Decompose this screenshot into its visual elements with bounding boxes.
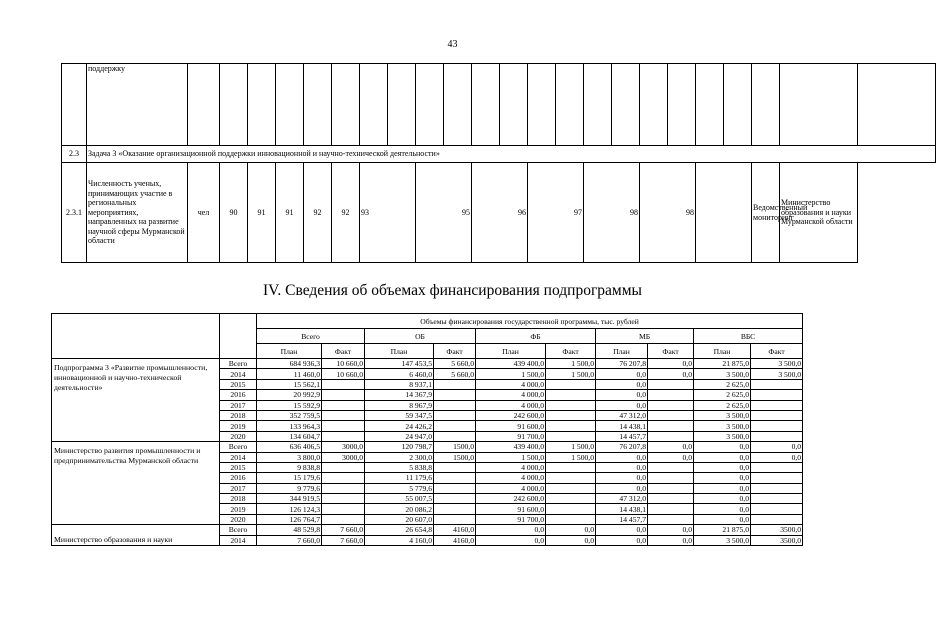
row-number bbox=[62, 64, 87, 146]
value-cell bbox=[546, 473, 596, 483]
value-cell: 126 764,7 bbox=[257, 514, 322, 524]
value-cell: 0,0 bbox=[694, 514, 751, 524]
value: 92 bbox=[304, 163, 332, 263]
value-cell bbox=[546, 514, 596, 524]
value-cell: 21 875,0 bbox=[694, 525, 751, 535]
value-cell: 59 347,5 bbox=[365, 410, 434, 420]
value-cell: 344 919,5 bbox=[257, 494, 322, 504]
value-cell bbox=[751, 514, 803, 524]
value: 98 bbox=[640, 163, 696, 263]
value-cell: 636 406,5 bbox=[257, 442, 322, 452]
value-cell: 91 600,0 bbox=[476, 504, 546, 514]
value-cell: 4 000,0 bbox=[476, 400, 546, 410]
value-cell bbox=[434, 473, 476, 483]
year-cell: Всего bbox=[220, 359, 257, 369]
value-cell: 0,0 bbox=[694, 452, 751, 462]
value-cell: 0,0 bbox=[596, 379, 648, 389]
year-cell: 2020 bbox=[220, 514, 257, 524]
value-cell: 76 207,8 bbox=[596, 359, 648, 369]
value-cell: 4160,0 bbox=[434, 535, 476, 545]
value-cell: 26 654,8 bbox=[365, 525, 434, 535]
value-cell bbox=[434, 379, 476, 389]
year-cell: 2015 bbox=[220, 379, 257, 389]
value-cell bbox=[434, 390, 476, 400]
group-header: МБ bbox=[596, 329, 694, 344]
value-cell bbox=[546, 483, 596, 493]
task-title: Задача 3 «Оказание организационной поддержки инновационной и научно-технической деятельности» bbox=[87, 146, 936, 163]
value-cell: 126 124,3 bbox=[257, 504, 322, 514]
value-cell: 0,0 bbox=[596, 462, 648, 472]
group-header: ВБС bbox=[694, 329, 803, 344]
value-cell bbox=[648, 483, 694, 493]
sub-header: План bbox=[596, 344, 648, 359]
value-cell: 3 800,0 bbox=[257, 452, 322, 462]
value-cell: 0,0 bbox=[751, 442, 803, 452]
value-cell bbox=[648, 421, 694, 431]
year-cell: 2018 bbox=[220, 494, 257, 504]
value-cell bbox=[751, 400, 803, 410]
group-header: ОБ bbox=[365, 329, 476, 344]
sub-header: План bbox=[257, 344, 322, 359]
value-cell bbox=[322, 514, 365, 524]
value-cell bbox=[751, 494, 803, 504]
value-cell: 352 759,5 bbox=[257, 410, 322, 420]
year-cell: 2019 bbox=[220, 504, 257, 514]
value-cell: 76 207,8 bbox=[596, 442, 648, 452]
value-cell: 55 007,5 bbox=[365, 494, 434, 504]
sub-header: План bbox=[365, 344, 434, 359]
value-cell bbox=[322, 431, 365, 441]
value-cell: 0,0 bbox=[648, 452, 694, 462]
value-cell: 3500,0 bbox=[751, 525, 803, 535]
value-cell bbox=[648, 410, 694, 420]
value-cell: 3000,0 bbox=[322, 442, 365, 452]
value-cell: 9 838,8 bbox=[257, 462, 322, 472]
value-cell bbox=[434, 514, 476, 524]
value-cell: 439 400,0 bbox=[476, 442, 546, 452]
value-cell bbox=[546, 390, 596, 400]
value-cell: 15 592,9 bbox=[257, 400, 322, 410]
value-cell: 14 367,9 bbox=[365, 390, 434, 400]
value: 96 bbox=[472, 163, 528, 263]
year-cell: 2017 bbox=[220, 400, 257, 410]
value-cell bbox=[546, 504, 596, 514]
value-cell bbox=[751, 462, 803, 472]
value: 91 bbox=[276, 163, 304, 263]
value-cell: 133 964,3 bbox=[257, 421, 322, 431]
table-row bbox=[52, 525, 803, 535]
value-cell: 4 160,0 bbox=[365, 535, 434, 545]
task-row bbox=[62, 146, 936, 163]
value-cell: 0,0 bbox=[694, 473, 751, 483]
value-cell bbox=[546, 462, 596, 472]
value-cell: 11 460,0 bbox=[257, 369, 322, 379]
value-cell: 91 700,0 bbox=[476, 514, 546, 524]
year-cell: 2017 bbox=[220, 483, 257, 493]
value-cell bbox=[434, 462, 476, 472]
value-cell: 4 000,0 bbox=[476, 473, 546, 483]
value-cell: 14 457,7 bbox=[596, 514, 648, 524]
value-cell: 7 660,0 bbox=[322, 535, 365, 545]
value-cell: 1 500,0 bbox=[546, 442, 596, 452]
value: 95 bbox=[416, 163, 472, 263]
value-cell: 47 312,0 bbox=[596, 494, 648, 504]
sub-header: Факт bbox=[322, 344, 365, 359]
value-cell bbox=[648, 504, 694, 514]
value-cell: 3 500,0 bbox=[694, 535, 751, 545]
value-cell bbox=[751, 431, 803, 441]
value-cell: 0,0 bbox=[648, 359, 694, 369]
value-cell: 4 000,0 bbox=[476, 390, 546, 400]
table-row bbox=[52, 442, 803, 452]
value-cell bbox=[648, 379, 694, 389]
value-cell: 15 179,6 bbox=[257, 473, 322, 483]
program-name: Подпрограмма 3 «Развитие промышленности, инновационной и научно-технической деятельности» bbox=[52, 359, 220, 442]
value: 93 bbox=[360, 163, 416, 263]
value-cell bbox=[322, 410, 365, 420]
value-cell: 24 947,0 bbox=[365, 431, 434, 441]
value-cell: 3 500,0 bbox=[694, 421, 751, 431]
year-cell: 2016 bbox=[220, 390, 257, 400]
value-cell: 4 000,0 bbox=[476, 379, 546, 389]
value-cell bbox=[751, 473, 803, 483]
value-cell bbox=[322, 421, 365, 431]
year-cell: 2014 bbox=[220, 535, 257, 545]
value-cell: 0,0 bbox=[694, 494, 751, 504]
year-cell: 2018 bbox=[220, 410, 257, 420]
data-source: Ведомственный мониторинг bbox=[752, 163, 780, 263]
value-cell: 0,0 bbox=[476, 535, 546, 545]
value-cell bbox=[434, 494, 476, 504]
value-cell: 120 798,7 bbox=[365, 442, 434, 452]
financing-body bbox=[52, 359, 803, 546]
year-cell: 2019 bbox=[220, 421, 257, 431]
value-cell: 4 000,0 bbox=[476, 462, 546, 472]
page-number: 43 bbox=[447, 39, 458, 50]
value-cell bbox=[751, 504, 803, 514]
value-cell: 21 875,0 bbox=[694, 359, 751, 369]
value-cell bbox=[546, 494, 596, 504]
indicator-number: 2.3.1 bbox=[62, 163, 87, 263]
value-cell bbox=[434, 410, 476, 420]
value-cell: 134 604,7 bbox=[257, 431, 322, 441]
value-cell: 5 660,0 bbox=[434, 359, 476, 369]
sub-header: План bbox=[694, 344, 751, 359]
value-cell: 3 500,0 bbox=[751, 369, 803, 379]
program-name: Министерство образования и науки bbox=[52, 525, 220, 546]
value-cell: 91 700,0 bbox=[476, 431, 546, 441]
value-cell: 14 457,7 bbox=[596, 431, 648, 441]
value-cell: 5 838,8 bbox=[365, 462, 434, 472]
value-cell: 15 562,1 bbox=[257, 379, 322, 389]
sub-header: План bbox=[476, 344, 546, 359]
section-title: IV. Сведения об объемах финансирования подпрограммы bbox=[263, 282, 642, 299]
value-cell: 7 660,0 bbox=[257, 535, 322, 545]
value-cell: 10 660,0 bbox=[322, 369, 365, 379]
task-number: 2.3 bbox=[62, 146, 87, 163]
header-main: Объемы финансирования государственной программы, тыс. рублей bbox=[257, 314, 803, 329]
value-cell: 14 438,1 bbox=[596, 504, 648, 514]
value-cell: 1 500,0 bbox=[546, 452, 596, 462]
value-cell bbox=[751, 483, 803, 493]
value-cell bbox=[434, 431, 476, 441]
value-cell: 1 500,0 bbox=[476, 452, 546, 462]
value: 98 bbox=[584, 163, 640, 263]
value-cell bbox=[648, 494, 694, 504]
value-cell bbox=[648, 400, 694, 410]
year-cell: 2014 bbox=[220, 452, 257, 462]
continuation-row bbox=[62, 64, 936, 146]
value-cell: 0,0 bbox=[546, 535, 596, 545]
value-cell: 2 300,0 bbox=[365, 452, 434, 462]
value-cell: 3 500,0 bbox=[694, 410, 751, 420]
value: 97 bbox=[528, 163, 584, 263]
value-cell: 5 779,6 bbox=[365, 483, 434, 493]
value-cell: 0,0 bbox=[694, 504, 751, 514]
value-cell: 684 936,3 bbox=[257, 359, 322, 369]
value-cell bbox=[751, 410, 803, 420]
value-cell: 0,0 bbox=[648, 442, 694, 452]
responsible: Министерство образования и науки Мурманской области bbox=[780, 163, 858, 263]
value-cell bbox=[322, 400, 365, 410]
value-cell: 91 600,0 bbox=[476, 421, 546, 431]
sub-header: Факт bbox=[751, 344, 803, 359]
value-cell: 20 086,2 bbox=[365, 504, 434, 514]
indicator-table bbox=[61, 63, 936, 263]
value-cell: 1500,0 bbox=[434, 442, 476, 452]
value-cell bbox=[322, 379, 365, 389]
value-cell: 2 625,0 bbox=[694, 379, 751, 389]
value-cell: 3500,0 bbox=[751, 535, 803, 545]
indicator-name: Численность ученых, принимающих участие в региональных мероприятиях, направленных на развитие научной сферы Мурманской области bbox=[87, 163, 188, 263]
value-cell: 4 000,0 bbox=[476, 483, 546, 493]
year-cell: 2016 bbox=[220, 473, 257, 483]
value-cell bbox=[322, 462, 365, 472]
value-cell: 1500,0 bbox=[434, 452, 476, 462]
value-cell: 9 779,6 bbox=[257, 483, 322, 493]
indicator-row bbox=[62, 163, 936, 263]
value-cell bbox=[434, 421, 476, 431]
value-cell bbox=[648, 390, 694, 400]
year-cell: 2014 bbox=[220, 369, 257, 379]
value-cell: 147 453,5 bbox=[365, 359, 434, 369]
value-cell: 0,0 bbox=[476, 525, 546, 535]
value-cell: 3 500,0 bbox=[694, 369, 751, 379]
group-header: ФБ bbox=[476, 329, 596, 344]
year-cell: Всего bbox=[220, 525, 257, 535]
value-cell: 7 660,0 bbox=[322, 525, 365, 535]
value-cell: 5 660,0 bbox=[434, 369, 476, 379]
value-cell: 11 179,6 bbox=[365, 473, 434, 483]
value-cell: 47 312,0 bbox=[596, 410, 648, 420]
value-cell: 1 500,0 bbox=[546, 369, 596, 379]
value-cell bbox=[648, 431, 694, 441]
value-cell: 0,0 bbox=[596, 483, 648, 493]
value-cell: 8 937,1 bbox=[365, 379, 434, 389]
sub-header: Факт bbox=[546, 344, 596, 359]
value-cell: 0,0 bbox=[751, 452, 803, 462]
value-cell: 3000,0 bbox=[322, 452, 365, 462]
value-cell: 0,0 bbox=[546, 525, 596, 535]
header-row-1 bbox=[52, 314, 803, 329]
value-cell: 0,0 bbox=[596, 452, 648, 462]
value-cell: 1 500,0 bbox=[476, 369, 546, 379]
value-cell: 0,0 bbox=[648, 535, 694, 545]
value-cell: 0,0 bbox=[648, 525, 694, 535]
table-row bbox=[52, 359, 803, 369]
value-cell: 48 529,8 bbox=[257, 525, 322, 535]
value-cell: 0,0 bbox=[596, 525, 648, 535]
group-header: Всего bbox=[257, 329, 365, 344]
value-cell: 2 625,0 bbox=[694, 400, 751, 410]
value-cell bbox=[322, 504, 365, 514]
financing-table bbox=[51, 313, 803, 546]
value-cell bbox=[546, 400, 596, 410]
sub-header: Факт bbox=[648, 344, 694, 359]
program-name: Министерство развития промышленности и предпринимательства Мурманской области bbox=[52, 442, 220, 525]
value: 91 bbox=[248, 163, 276, 263]
value-cell bbox=[648, 473, 694, 483]
value-cell: 2 625,0 bbox=[694, 390, 751, 400]
value-cell: 0,0 bbox=[596, 369, 648, 379]
value-cell bbox=[434, 400, 476, 410]
indicator-name: поддержку bbox=[87, 64, 188, 146]
value-cell bbox=[546, 421, 596, 431]
value-cell bbox=[546, 410, 596, 420]
value-cell: 242 600,0 bbox=[476, 494, 546, 504]
unit: чел bbox=[188, 163, 220, 263]
value-cell bbox=[648, 462, 694, 472]
value-cell: 1 500,0 bbox=[546, 359, 596, 369]
value-cell: 242 600,0 bbox=[476, 410, 546, 420]
value-cell bbox=[648, 514, 694, 524]
value-cell: 439 400,0 bbox=[476, 359, 546, 369]
value-cell bbox=[751, 379, 803, 389]
value-cell: 8 967,9 bbox=[365, 400, 434, 410]
value-cell: 3 500,0 bbox=[751, 359, 803, 369]
value-cell bbox=[546, 431, 596, 441]
value-cell: 20 992,9 bbox=[257, 390, 322, 400]
value-cell: 10 660,0 bbox=[322, 359, 365, 369]
value-cell: 6 460,0 bbox=[365, 369, 434, 379]
year-cell: Всего bbox=[220, 442, 257, 452]
sub-header: Факт bbox=[434, 344, 476, 359]
value-cell: 24 426,2 bbox=[365, 421, 434, 431]
value-cell bbox=[322, 473, 365, 483]
value-cell bbox=[751, 390, 803, 400]
value-cell: 14 438,1 bbox=[596, 421, 648, 431]
value-cell bbox=[751, 421, 803, 431]
value-cell: 0,0 bbox=[596, 390, 648, 400]
value-cell bbox=[322, 494, 365, 504]
value-cell: 20 607,0 bbox=[365, 514, 434, 524]
value: 92 bbox=[332, 163, 360, 263]
value-cell: 0,0 bbox=[694, 483, 751, 493]
value-cell bbox=[434, 483, 476, 493]
year-cell: 2015 bbox=[220, 462, 257, 472]
value-cell bbox=[322, 483, 365, 493]
year-cell: 2020 bbox=[220, 431, 257, 441]
value-cell: 0,0 bbox=[596, 535, 648, 545]
value-cell: 0,0 bbox=[648, 369, 694, 379]
value-cell bbox=[434, 504, 476, 514]
value: 90 bbox=[220, 163, 248, 263]
value-cell: 0,0 bbox=[694, 442, 751, 452]
value-cell: 0,0 bbox=[596, 400, 648, 410]
value-cell bbox=[322, 390, 365, 400]
value-cell: 0,0 bbox=[596, 473, 648, 483]
value-cell: 0,0 bbox=[694, 462, 751, 472]
value-cell: 4160,0 bbox=[434, 525, 476, 535]
value-cell bbox=[546, 379, 596, 389]
value-cell: 3 500,0 bbox=[694, 431, 751, 441]
